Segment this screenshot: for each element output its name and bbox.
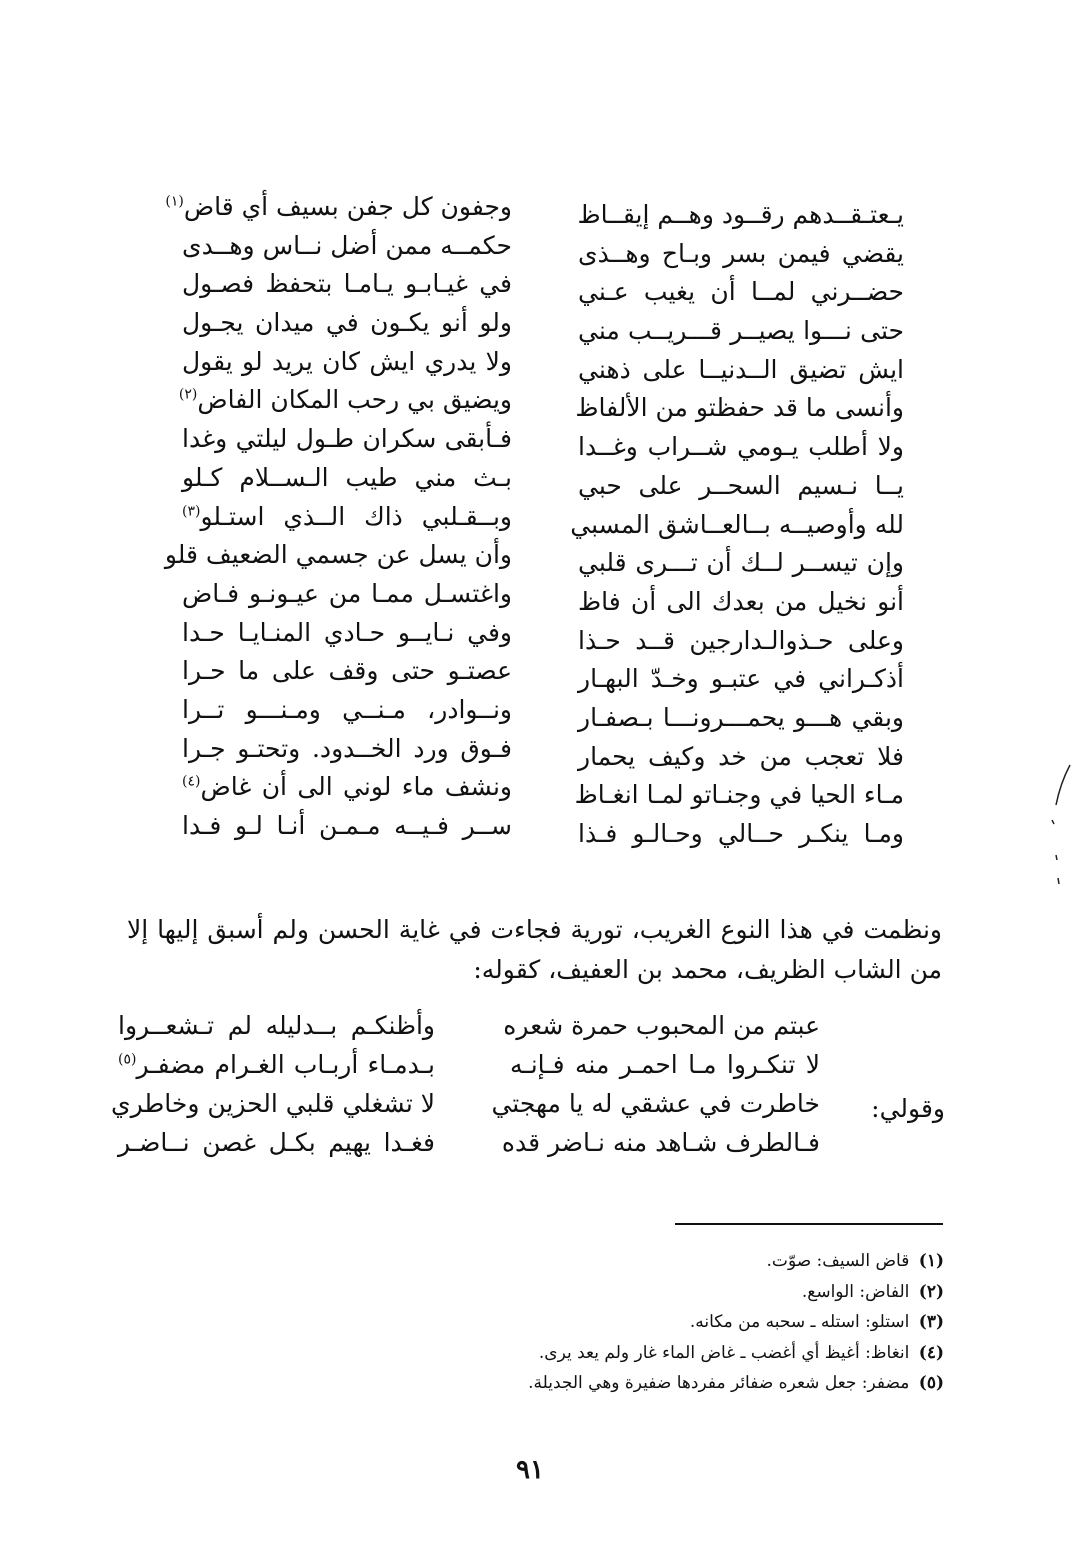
verse-line: حتى نـــوا يصيــر قـــريــب مني — [578, 316, 904, 346]
prose-paragraph — [127, 910, 942, 990]
verse-line: حكمــه ممن أضل نــاس وهــدى — [182, 230, 512, 260]
verse-line: أنو نخيل من بعدك الى أن فاظ — [578, 586, 904, 616]
verse-line: فـوق ورد الخــدود. وتحتـو جـرا — [182, 733, 512, 763]
verse-text: وبــقـلبي ذاك الــذي استـلو — [200, 501, 512, 531]
page-number: ٩١ — [516, 1455, 544, 1485]
verse-line: عبتم من المحبوب حمرة شعره — [503, 1011, 820, 1040]
verse-line — [118, 1045, 435, 1084]
verse-line: فغـدا يهيم بكـل غصن نــاضـر — [118, 1128, 435, 1157]
footnote-text: مضفر: جعل شعره ضفائر مفردها ضفيرة وهي الجديلة. — [528, 1373, 910, 1393]
verse-line: ولا يدري ايش كان يريد لو يقول — [182, 346, 512, 376]
verse-line — [178, 381, 512, 420]
verse-line: وإن تيســر لــك أن تـــرى قلبي — [578, 548, 904, 578]
verse-text: بـدمـاء أربـاب الغـرام مضفـر — [136, 1050, 435, 1079]
poem2-label: وقولي: — [871, 1094, 945, 1123]
verse-line: وبقي هـــو يحمـــرونـــا بـصفـار — [578, 702, 904, 732]
scan-margin-mark — [1032, 760, 1072, 900]
verse-line: لا تشغلي قلبي الحزين وخاطري — [111, 1089, 435, 1118]
verse-line: لله وأوصيــه بــالعــاشق المسبي — [570, 509, 904, 539]
poem1-left-column — [164, 188, 512, 846]
verse-line: فـالطرف شـاهد منه نـاضر قده — [501, 1128, 820, 1157]
verse-line: ومـا ينكـر حــالي وحـالـو فـذا — [578, 819, 904, 848]
footnote — [344, 1277, 944, 1308]
prose-line: من الشاب الظريف، محمد بن العفيف، كقوله: — [473, 955, 942, 984]
verse-text: ونشف ماء لوني الى أن غاض — [200, 772, 512, 802]
verse-line: حضــرني لمــا أن يغيب عـني — [578, 277, 904, 307]
verse-line: فـأبقى سكران طـول ليلتي وغدا — [182, 424, 512, 454]
verse-line: يـعتـقــدهم رقــود وهــم إيقــاظ — [577, 200, 904, 229]
footnotes — [344, 1246, 944, 1399]
footnote-number: (٣) — [918, 1312, 944, 1332]
verse-line: وأن يسل عن جسمي الضعيف قلو — [164, 540, 512, 570]
verse-line: ولا أطلب يـومي شــراب وغــدا — [578, 432, 904, 462]
footnote — [344, 1338, 944, 1369]
verse-line: عصتـو حتى وقف على ما حـرا — [182, 656, 512, 686]
verse-line: ولو أنو يكـون في ميدان يجـول — [182, 308, 512, 338]
verse-line: ســر فـيــه مـمـن أنـا لـو فـدا — [182, 811, 512, 840]
footnote — [344, 1246, 944, 1277]
footnote-number: (٢) — [918, 1281, 944, 1302]
footnote-ref: (٥) — [118, 1051, 137, 1068]
poem2-right-column — [491, 1006, 820, 1162]
verse-line: في غيـابـو يـامـا بتحفظ فصـول — [182, 269, 512, 299]
verse-text: ويضيق بي رحب المكان الفاض — [197, 385, 512, 415]
verse-line: مـاء الحيا في وجنـاتو لمـا انغـاظ — [574, 780, 904, 810]
footnote-text: استلو: استله ـ سحبه من مكانه. — [689, 1312, 910, 1332]
verse-line: وأنسى ما قد حفظتو من الألفاظ — [575, 393, 904, 423]
footnote-number: (١) — [918, 1251, 944, 1271]
verse-line: ايش تضيق الــدنيــا على ذهني — [578, 354, 904, 384]
footnote-number: (٤) — [918, 1342, 944, 1363]
verse-line — [182, 498, 512, 537]
verse-line: يقضي فيمن بسر وبـاح وهــذى — [578, 238, 904, 268]
footnote — [344, 1368, 944, 1399]
verse-text: وجفون كل جفن بسيف أي قاض — [183, 192, 512, 221]
verse-line: وأظنكـم بــدليله لم تـشعــروا — [118, 1011, 435, 1040]
poem1-right-column — [570, 196, 904, 854]
verse-line: خاطرت في عشقي له يا مهجتي — [491, 1089, 820, 1118]
verse-line: واغتسـل ممـا من عيـونـو فـاض — [182, 578, 512, 608]
footnote-ref: (١) — [165, 193, 184, 210]
verse-line — [182, 768, 512, 807]
verse-line: بـث مني طيب الـســلام كـلو — [182, 462, 512, 492]
footnote-ref: (٢) — [178, 387, 198, 404]
footnote — [344, 1307, 944, 1338]
verse-line: وعلى حـذوالـدارجين قــد حـذا — [578, 625, 904, 655]
footnote-text: انغاظ: أغيظ أي أغضب ـ غاض الماء غار ولم يعد يرى. — [538, 1342, 910, 1363]
verse-line: يــا نـسيم السحــر على حبي — [578, 470, 904, 500]
footnote-ref: (٤) — [182, 773, 201, 790]
footnote-text: قاض السيف: صوّت. — [766, 1251, 910, 1271]
verse-line — [165, 188, 512, 227]
verse-line: لا تنكـروا مـا احمـر منه فـإنـه — [510, 1050, 820, 1079]
verse-line: فلا تعجب من خد وكيف يحمار — [578, 741, 904, 771]
footnote-text: الفاض: الواسع. — [801, 1281, 910, 1302]
footnote-number: (٥) — [918, 1373, 944, 1393]
prose-line: ونظمت في هذا النوع الغريب، تورية فجاءت في غاية الحسن ولم أسبق إليها إلا — [127, 915, 942, 944]
verse-line: ونــوادر، مـنــي ومـنـــو تــرا — [182, 694, 512, 724]
verse-line: وفي نـايــو حـادي المنـايـا حـدا — [182, 617, 512, 647]
poem2-left-column — [111, 1006, 435, 1162]
verse-line: أذكـراني في عتبـو وخـدّ البهـار — [578, 664, 904, 694]
footnote-divider — [675, 1223, 943, 1225]
footnote-ref: (٣) — [182, 503, 201, 520]
